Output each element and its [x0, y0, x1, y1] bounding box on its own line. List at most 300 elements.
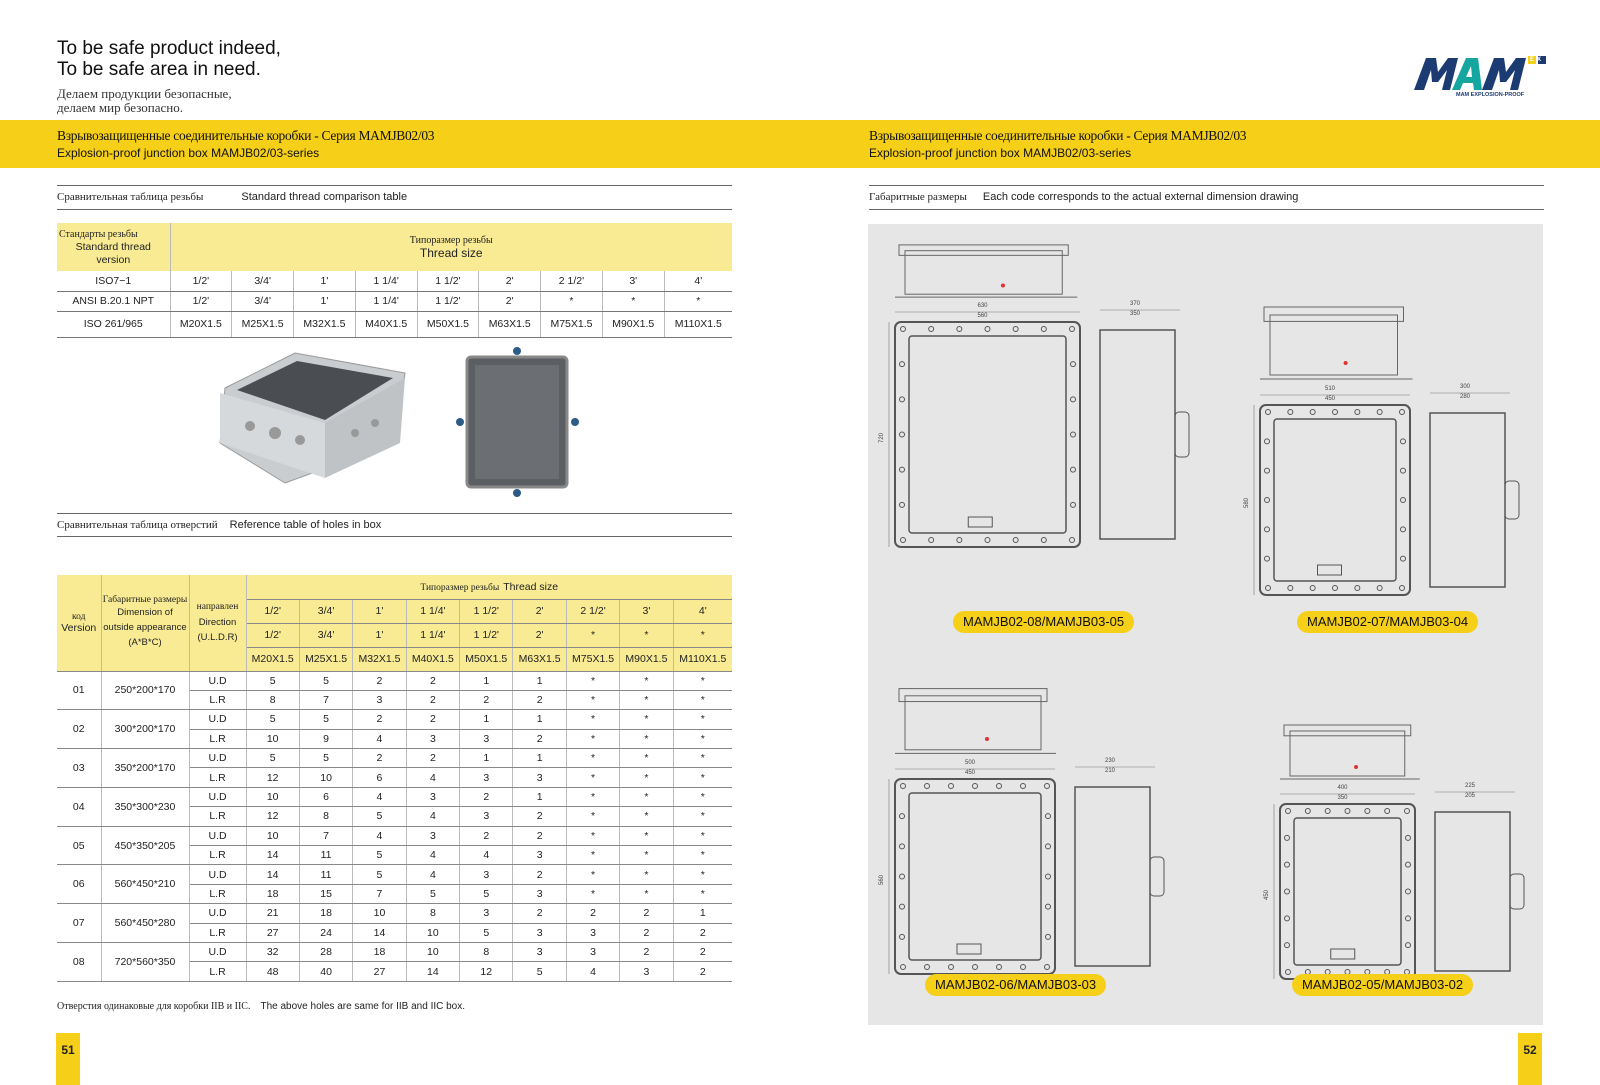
thread-size-header-cell: 1 1/4': [406, 599, 459, 623]
dimension-drawing-svg: [1270, 722, 1525, 997]
hole-count-cell: 18: [246, 884, 299, 903]
dims-section-ru: Габаритные размеры: [869, 191, 967, 203]
thread-size-cell: 1 1/2': [417, 271, 479, 291]
version-code-cell: 05: [57, 826, 101, 865]
thread-size-cell: 3': [602, 271, 664, 291]
hole-count-cell: 32: [246, 942, 299, 961]
hole-count-cell: 8: [299, 807, 352, 826]
hole-count-cell: 2: [620, 904, 673, 923]
hole-count-cell: 2: [460, 826, 513, 845]
hole-count-cell: 27: [246, 923, 299, 942]
dimension-cell: 720*560*350: [101, 942, 189, 981]
slogan-en-line1: To be safe product indeed,: [57, 38, 281, 59]
hole-count-cell: 27: [353, 962, 406, 981]
thread-size-cell: 1 1/4': [355, 291, 417, 311]
hole-count-cell: 1: [673, 904, 732, 923]
thread-size-header-cell: 1 1/2': [460, 599, 513, 623]
hole-count-cell: 1: [513, 710, 566, 729]
hole-count-cell: *: [673, 826, 732, 845]
hole-count-cell: *: [673, 807, 732, 826]
hole-count-cell: 5: [353, 865, 406, 884]
hole-count-cell: 2: [406, 690, 459, 709]
hole-count-cell: 2: [620, 942, 673, 961]
thread-size-cell: M40X1.5: [355, 311, 417, 337]
version-code-cell: 07: [57, 904, 101, 943]
thread-size-cell: M50X1.5: [417, 311, 479, 337]
dimension-value: 280: [1460, 394, 1471, 400]
thread-size-cell: 4': [664, 271, 732, 291]
code-header-en: Version: [61, 621, 97, 634]
dimension-header-ru: Габаритные размеры: [102, 595, 188, 606]
hole-count-cell: *: [620, 865, 673, 884]
hole-count-cell: 2: [513, 865, 566, 884]
slogan-ru-line2: делаем мир безопасно.: [57, 100, 183, 115]
hole-count-cell: 3: [406, 729, 459, 748]
dimension-cell: 350*300*230: [101, 787, 189, 826]
thread-size-header-cell: 2 1/2': [566, 599, 619, 623]
direction-cell: U.D: [189, 787, 246, 806]
hole-count-cell: *: [673, 846, 732, 865]
direction-cell: U.D: [189, 865, 246, 884]
hole-count-cell: 2: [620, 923, 673, 942]
thread-section-title: [57, 191, 407, 203]
version-code-cell: 03: [57, 749, 101, 788]
thread-size-cell: *: [602, 291, 664, 311]
hole-count-cell: 5: [246, 671, 299, 690]
hole-count-cell: 14: [246, 865, 299, 884]
code-header-ru: код: [72, 611, 86, 622]
thread-size-cell: 1': [294, 291, 356, 311]
hole-count-cell: *: [566, 749, 619, 768]
hole-count-cell: 10: [246, 729, 299, 748]
hole-count-cell: 2: [513, 729, 566, 748]
thread-size-header-cell: 3/4': [299, 599, 352, 623]
hole-count-cell: 5: [299, 749, 352, 768]
dims-section-title: [869, 191, 1298, 203]
direction-cell: L.R: [189, 768, 246, 787]
hole-count-cell: 6: [353, 768, 406, 787]
dimension-drawing: [879, 242, 1190, 570]
dimension-drawing-svg: [885, 685, 1165, 992]
hole-count-cell: 10: [406, 923, 459, 942]
thread-size-header-cell: 3': [620, 599, 673, 623]
hole-count-cell: 1: [513, 787, 566, 806]
hole-count-cell: *: [673, 671, 732, 690]
hole-count-cell: 7: [353, 884, 406, 903]
hole-count-cell: 8: [246, 690, 299, 709]
hole-count-cell: 5: [353, 807, 406, 826]
hole-count-cell: 2: [673, 923, 732, 942]
holes-table-row: [57, 671, 732, 690]
hole-count-cell: *: [620, 884, 673, 903]
thread-size-header-cell: M90X1.5: [620, 647, 673, 671]
direction-cell: U.D: [189, 942, 246, 961]
hole-count-cell: *: [620, 690, 673, 709]
direction-cell: L.R: [189, 690, 246, 709]
thread-size-header-cell: 1/2': [246, 599, 299, 623]
thread-size-cell: M32X1.5: [294, 311, 356, 337]
thread-size-cell: M110X1.5: [664, 311, 732, 337]
divider: [57, 513, 732, 514]
version-code-cell: 01: [57, 671, 101, 710]
dims-section-en: Each code corresponds to the actual external dimension drawing: [982, 191, 1299, 203]
dimension-drawing: [1264, 722, 1525, 1002]
hole-count-cell: 2: [513, 904, 566, 923]
hole-count-cell: 6: [299, 787, 352, 806]
hole-count-cell: 10: [246, 787, 299, 806]
dimension-value: 210: [1105, 768, 1116, 774]
divider: [869, 209, 1544, 210]
thread-size-header-cell: 3/4': [299, 623, 352, 647]
thread-size-header-cell: M110X1.5: [673, 647, 732, 671]
dimension-value: 500: [965, 760, 976, 766]
direction-cell: L.R: [189, 729, 246, 748]
note-en: The above holes are same for IIB and IIC box.: [260, 1001, 466, 1012]
hole-count-cell: 3: [460, 904, 513, 923]
band-left-en: Explosion-proof junction box MAMJB02/03-series: [57, 146, 320, 160]
std-header-ru: Стандарты резьбы: [59, 228, 138, 240]
page-number-right: 52: [1518, 1033, 1542, 1085]
hole-count-cell: *: [620, 846, 673, 865]
dimension-value: 400: [1337, 785, 1348, 791]
hole-count-cell: 7: [299, 690, 352, 709]
note-ru: Отверстия одинаковые для коробки IIB и IIC.: [57, 1001, 251, 1012]
thread-size-cell: *: [541, 291, 603, 311]
junction-box-photo-closed: [455, 345, 580, 505]
hole-count-cell: 10: [299, 768, 352, 787]
thread-size-header-cell: M50X1.5: [460, 647, 513, 671]
thread-size-cell: M25X1.5: [232, 311, 294, 337]
std-header-en: Standard thread version: [75, 240, 151, 266]
hole-count-cell: 5: [460, 923, 513, 942]
hole-count-cell: *: [566, 807, 619, 826]
direction-cell: L.R: [189, 807, 246, 826]
hole-count-cell: *: [566, 690, 619, 709]
dimension-value: 450: [1264, 889, 1271, 900]
hole-count-cell: 2: [513, 807, 566, 826]
hole-count-cell: 4: [353, 729, 406, 748]
band-right-en: Explosion-proof junction box MAMJB02/03-series: [869, 146, 1132, 160]
thread-size-header-cell: 2': [513, 623, 566, 647]
hole-count-cell: 3: [513, 942, 566, 961]
divider: [57, 185, 732, 186]
std-header: [57, 223, 170, 271]
hole-count-cell: 14: [353, 923, 406, 942]
hole-count-cell: 18: [353, 942, 406, 961]
version-code-cell: 02: [57, 710, 101, 749]
hole-count-cell: 5: [246, 710, 299, 729]
thread-size-cell: M20X1.5: [170, 311, 232, 337]
dimension-value: 560: [879, 874, 886, 885]
direction-cell: U.D: [189, 826, 246, 845]
thread-size-cell: 1 1/2': [417, 291, 479, 311]
dimension-value: 720: [879, 432, 886, 443]
thread-size-header-cell: M63X1.5: [513, 647, 566, 671]
dimension-value: 630: [977, 303, 988, 309]
thread-comparison-table: [57, 223, 732, 338]
hole-count-cell: 5: [460, 884, 513, 903]
thread-size-cell: M75X1.5: [541, 311, 603, 337]
hole-count-cell: 4: [460, 846, 513, 865]
thread-size-header-cell: M40X1.5: [406, 647, 459, 671]
thread-size-header-en: Thread size: [503, 580, 559, 593]
hole-count-cell: 8: [406, 904, 459, 923]
thread-size-header-cell: 1 1/4': [406, 623, 459, 647]
slogan-en-line2: To be safe area in need.: [57, 59, 261, 80]
dimension-cell: 450*350*205: [101, 826, 189, 865]
hole-count-cell: 5: [353, 846, 406, 865]
hole-count-cell: 7: [299, 826, 352, 845]
dimension-value: 560: [977, 313, 988, 319]
hole-count-cell: 5: [406, 884, 459, 903]
hole-count-cell: 10: [353, 904, 406, 923]
hole-count-cell: 5: [299, 671, 352, 690]
dimension-drawing-svg: [885, 242, 1190, 565]
thread-table-row: [57, 271, 732, 291]
version-code-cell: 06: [57, 865, 101, 904]
hole-count-cell: *: [673, 884, 732, 903]
direction-cell: L.R: [189, 923, 246, 942]
thread-size-cell: 1': [294, 271, 356, 291]
version-code-cell: 08: [57, 942, 101, 981]
hole-count-cell: 12: [246, 807, 299, 826]
hole-count-cell: 2: [566, 904, 619, 923]
direction-cell: U.D: [189, 904, 246, 923]
junction-box-photo-open: [215, 348, 415, 493]
hole-count-cell: 2: [353, 749, 406, 768]
direction-header-en: Direction (U.L.D.R): [197, 617, 238, 644]
version-code-cell: 04: [57, 787, 101, 826]
hole-count-cell: *: [566, 865, 619, 884]
hole-count-cell: *: [566, 768, 619, 787]
hole-count-cell: 11: [299, 865, 352, 884]
holes-table-row: [57, 865, 732, 884]
thread-std-cell: ISO7−1: [57, 271, 170, 291]
thread-size-header-cell: M75X1.5: [566, 647, 619, 671]
hole-count-cell: *: [673, 787, 732, 806]
hole-count-cell: 28: [299, 942, 352, 961]
dimension-value: 230: [1105, 758, 1116, 764]
dimension-drawing-svg: [1250, 303, 1520, 613]
holes-table-row: [57, 826, 732, 845]
thread-size-cell: *: [664, 291, 732, 311]
hole-count-cell: *: [620, 671, 673, 690]
model-label-pill: MAMJB02-08/MAMJB03-05: [953, 611, 1134, 633]
hole-count-cell: 3: [460, 768, 513, 787]
hole-count-cell: 3: [566, 942, 619, 961]
holes-table-row: [57, 710, 732, 729]
hole-count-cell: *: [620, 710, 673, 729]
thread-size-cell: M63X1.5: [479, 311, 541, 337]
hole-count-cell: 3: [513, 923, 566, 942]
thread-size-header-cell: 1': [353, 599, 406, 623]
hole-count-cell: 2: [513, 826, 566, 845]
thread-size-header-cell: *: [673, 623, 732, 647]
thread-size-header-cell: 1': [353, 623, 406, 647]
holes-section-title: [57, 519, 381, 531]
hole-count-cell: *: [620, 768, 673, 787]
thread-size-header-cell: M25X1.5: [299, 647, 352, 671]
hole-count-cell: 3: [460, 807, 513, 826]
dimension-value: 350: [1130, 311, 1141, 317]
thread-std-cell: ANSI B.20.1 NPT: [57, 291, 170, 311]
hole-count-cell: 2: [513, 690, 566, 709]
dimension-value: 225: [1465, 783, 1476, 789]
hole-count-cell: 1: [460, 749, 513, 768]
dimension-value: 450: [1325, 396, 1336, 402]
dimension-cell: 560*450*210: [101, 865, 189, 904]
dimension-value: 580: [1244, 497, 1251, 509]
hole-count-cell: 3: [566, 923, 619, 942]
divider: [869, 185, 1544, 186]
direction-cell: U.D: [189, 749, 246, 768]
dimension-value: 450: [965, 770, 976, 776]
dimension-cell: 250*200*170: [101, 671, 189, 710]
hole-count-cell: 3: [406, 826, 459, 845]
hole-count-cell: 2: [673, 942, 732, 961]
hole-count-cell: 2: [353, 710, 406, 729]
dimension-value: 300: [1460, 384, 1471, 390]
hole-count-cell: 12: [246, 768, 299, 787]
code-header: [57, 575, 101, 671]
model-label-pill: MAMJB02-06/MAMJB03-03: [925, 974, 1106, 996]
hole-count-cell: *: [566, 846, 619, 865]
hole-count-cell: *: [566, 710, 619, 729]
thread-size-cell: 2': [479, 271, 541, 291]
hole-count-cell: 2: [460, 787, 513, 806]
dimension-value: 510: [1325, 386, 1336, 392]
direction-header: [189, 575, 246, 671]
thread-size-header-cell: 1 1/2': [460, 623, 513, 647]
hole-count-cell: *: [620, 729, 673, 748]
thread-size-header-cell: 1/2': [246, 623, 299, 647]
dimension-value: 370: [1130, 301, 1141, 307]
thread-size-cell: 1/2': [170, 291, 232, 311]
hole-count-cell: 2: [353, 671, 406, 690]
hole-count-cell: 4: [353, 787, 406, 806]
size-header-ru: Типоразмер резьбы: [409, 234, 493, 246]
holes-table-row: [57, 749, 732, 768]
dimension-cell: 350*200*170: [101, 749, 189, 788]
dimension-value: 205: [1465, 793, 1476, 799]
direction-cell: L.R: [189, 884, 246, 903]
direction-cell: L.R: [189, 846, 246, 865]
band-left: [57, 128, 434, 160]
dimension-cell: 560*450*280: [101, 904, 189, 943]
hole-count-cell: 2: [460, 690, 513, 709]
band-left-ru: Взрывозащищенные соединительные коробки - Серия MAMJB02/03: [57, 128, 435, 143]
thread-size-header-cell: *: [566, 623, 619, 647]
hole-count-cell: 15: [299, 884, 352, 903]
holes-table-row: [57, 904, 732, 923]
dimension-drawing: [879, 685, 1165, 997]
slogan-en: [57, 38, 281, 80]
model-label-pill: MAMJB02-07/MAMJB03-04: [1297, 611, 1478, 633]
holes-reference-table: [57, 575, 732, 982]
hole-count-cell: *: [673, 768, 732, 787]
dimension-cell: 300*200*170: [101, 710, 189, 749]
hole-count-cell: 2: [406, 671, 459, 690]
hole-count-cell: *: [620, 826, 673, 845]
size-header-en: Thread size: [419, 245, 483, 260]
holes-section-ru: Сравнительная таблица отверстий: [57, 519, 218, 531]
thread-size-cell: 2 1/2': [541, 271, 603, 291]
slogan-ru: [57, 87, 232, 115]
hole-count-cell: 40: [299, 962, 352, 981]
hole-count-cell: 4: [353, 826, 406, 845]
thread-size-cell: 3/4': [232, 291, 294, 311]
hole-count-cell: 3: [460, 865, 513, 884]
hole-count-cell: 9: [299, 729, 352, 748]
model-label-pill: MAMJB02-05/MAMJB03-02: [1292, 974, 1473, 996]
thread-size-cell: 1 1/4': [355, 271, 417, 291]
thread-table-row: [57, 311, 732, 337]
hole-count-cell: *: [566, 729, 619, 748]
hole-count-cell: 10: [406, 942, 459, 961]
hole-count-cell: *: [673, 749, 732, 768]
thread-section-en: Standard thread comparison table: [241, 191, 408, 203]
hole-count-cell: 5: [246, 749, 299, 768]
hole-count-cell: 14: [406, 962, 459, 981]
mam-logo: [1412, 52, 1552, 100]
hole-count-cell: 4: [406, 768, 459, 787]
thread-size-header-cell: M32X1.5: [353, 647, 406, 671]
thread-table-row: [57, 291, 732, 311]
divider: [57, 209, 732, 210]
size-header: [170, 223, 732, 271]
thread-size-cell: 3/4': [232, 271, 294, 291]
band-right-ru: Взрывозащищенные соединительные коробки - Серия MAMJB02/03: [869, 128, 1247, 143]
hole-count-cell: *: [566, 671, 619, 690]
dimension-header-en: Dimension of outside appearance (A*B*C): [103, 607, 187, 649]
hole-count-cell: *: [566, 787, 619, 806]
hole-count-cell: 3: [513, 846, 566, 865]
holes-note: [57, 1001, 465, 1012]
logo-subtitle: MAM EXPLOSION-PROOF: [1456, 92, 1525, 98]
thread-size-header-cell: *: [620, 623, 673, 647]
band-right: [869, 128, 1246, 160]
hole-count-cell: 24: [299, 923, 352, 942]
hole-count-cell: 5: [299, 710, 352, 729]
hole-count-cell: *: [673, 865, 732, 884]
hole-count-cell: 3: [620, 962, 673, 981]
hole-count-cell: *: [566, 826, 619, 845]
thread-size-header-cell: 2': [513, 599, 566, 623]
page-number-left: 51: [56, 1033, 80, 1085]
dimension-value: 350: [1337, 795, 1348, 801]
thread-size-cell: 2': [479, 291, 541, 311]
thread-std-cell: ISO 261/965: [57, 311, 170, 337]
hole-count-cell: 2: [406, 749, 459, 768]
hole-count-cell: 1: [460, 710, 513, 729]
hole-count-cell: 8: [460, 942, 513, 961]
hole-count-cell: 18: [299, 904, 352, 923]
hole-count-cell: 3: [513, 884, 566, 903]
hole-count-cell: 4: [406, 807, 459, 826]
thread-size-header-ru: Типоразмер резьбы: [420, 582, 500, 593]
hole-count-cell: *: [620, 807, 673, 826]
hole-count-cell: *: [673, 729, 732, 748]
hole-count-cell: 21: [246, 904, 299, 923]
thread-size-header-cell: 4': [673, 599, 732, 623]
hole-count-cell: *: [673, 690, 732, 709]
hole-count-cell: 1: [460, 671, 513, 690]
dimension-drawing: [1244, 303, 1520, 618]
hole-count-cell: 2: [673, 962, 732, 981]
hole-count-cell: 48: [246, 962, 299, 981]
direction-cell: L.R: [189, 962, 246, 981]
hole-count-cell: 4: [406, 865, 459, 884]
